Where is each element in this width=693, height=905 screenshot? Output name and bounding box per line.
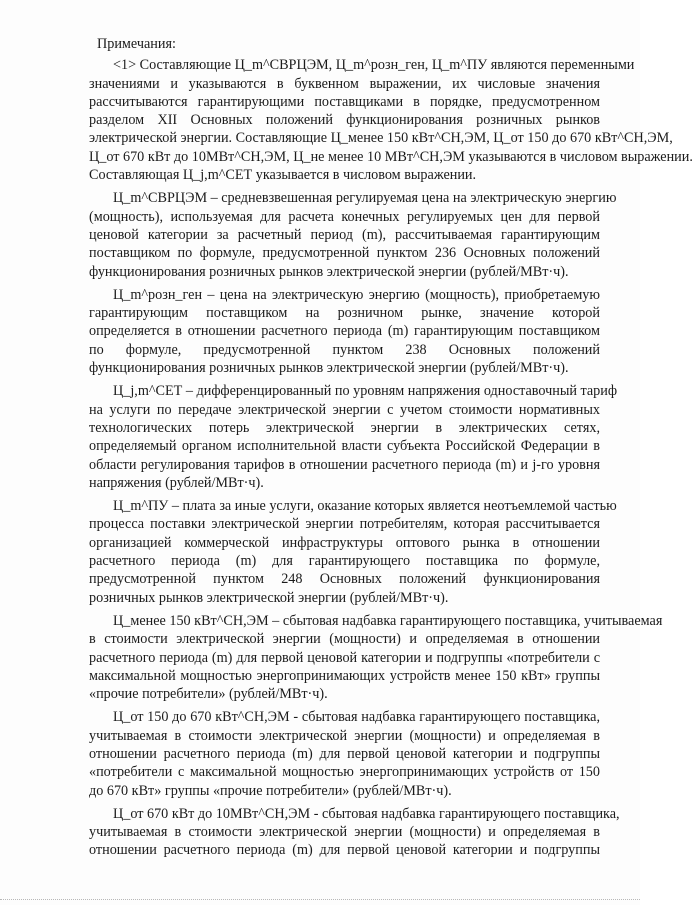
text-line: до 670 кВт» группы «прочие потребители» (рублей/МВт·ч).: [89, 782, 452, 799]
text-line: отношении расчетного периода (m) для первой ценовой категории и подгруппы: [89, 745, 600, 762]
notes-heading: Примечания:: [97, 36, 176, 52]
text-line: напряжения (рублей/МВт·ч).: [89, 474, 264, 491]
text-line: отношении расчетного периода (m) для первой ценовой категории и подгруппы: [89, 842, 600, 859]
text-line: (мощность), используемая для расчета конечных регулируемых цен для первой: [89, 208, 600, 225]
definition-line: Ц_от 670 кВт до 10МВт^СН,ЭМ - сбытовая надбавка гарантирующего поставщика,: [113, 805, 620, 822]
text-line: значениями и указываются в буквенном выражении, их числовые значения: [89, 75, 600, 92]
text-line: области регулирования тарифов в отношении расчетного периода (m) и j-го уровня: [89, 456, 600, 473]
text-line: поставщиком по формуле, предусмотренной пунктом 236 Основных положений: [89, 245, 600, 262]
text-line: организацией коммерческой инфраструктуры оптового рынка в отношении: [89, 534, 600, 551]
definition-line: Ц_менее 150 кВт^СН,ЭМ – сбытовая надбавка гарантирующего поставщика, учитываемая: [113, 612, 663, 629]
text-line: электрической энергии. Составляющие Ц_менее 150 кВт^СН,ЭМ, Ц_от 150 до 670 кВт^СН,ЭМ,: [89, 130, 673, 147]
text-line: расчетного периода (m) для гарантирующего поставщика по формуле,: [89, 553, 600, 570]
definition-line: Ц_от 150 до 670 кВт^СН,ЭМ - сбытовая надбавка гарантирующего поставщика,: [113, 709, 600, 726]
text-line: расчетного периода (m) для первой ценовой категории и подгруппы «потребители с: [89, 649, 600, 666]
text-line: «потребители с максимальной мощностью энергопринимающих устройств от 150: [89, 764, 600, 781]
text-line: функционирования розничных рынков электрической энергии (рублей/МВт·ч).: [89, 263, 569, 280]
text-line: учитываемая в стоимости электрической энергии (мощности) и определяемая в: [89, 727, 600, 744]
text-line: предусмотренной пунктом 248 Основных положений функционирования: [89, 571, 600, 588]
definition-line: Ц_m^розн_ген – цена на электрическую энергию (мощность), приобретаемую: [113, 286, 600, 303]
text-line: рассчитываются гарантирующими поставщиками в порядке, предусмотренном: [89, 93, 600, 110]
definition-line: Ц_m^ПУ – плата за иные услуги, оказание которых является неотъемлемой частью: [113, 498, 617, 515]
text-line: в стоимости электрической энергии (мощности) и определяемая в отношении: [89, 631, 600, 648]
text-line: «прочие потребители» (рублей/МВт·ч).: [89, 686, 328, 703]
text-line: функционирования розничных рынков электрической энергии (рублей/МВт·ч).: [89, 360, 569, 377]
definition-line: Ц_m^СВРЦЭМ – средневзвешенная регулируемая цена на электрическую энергию: [113, 190, 617, 207]
text-line: по формуле, предусмотренной пунктом 238 Основных положений: [89, 341, 600, 358]
text-line: розничных рынков электрической энергии (рублей/МВт·ч).: [89, 589, 449, 606]
text-line: ценовой категории за расчетный период (m), рассчитываемая гарантирующим: [89, 226, 600, 243]
text-line: учитываемая в стоимости электрической энергии (мощности) и определяемая в: [89, 824, 600, 841]
text-line: определяется в отношении расчетного периода (m) гарантирующим поставщиком: [89, 323, 600, 340]
text-line: Ц_от 670 кВт до 10МВт^СН,ЭМ, Ц_не менее 10 МВт^СН,ЭМ указываются в числовом выражении.: [89, 148, 693, 165]
text-line: разделом XII Основных положений функционирования розничных рынков: [89, 112, 600, 129]
text-line: процесса поставки электрической энергии потребителям, которая рассчитывается: [89, 516, 600, 533]
document-body: [89, 35, 693, 860]
scan-edge-divider: [0, 899, 640, 903]
text-line: определяемый органом исполнительной власти субъекта Российской Федерации в: [89, 438, 600, 455]
definition-line: Ц_j,m^СЕТ – дифференцированный по уровням напряжения одноставочный тариф: [113, 383, 618, 400]
text-line: <1> Составляющие Ц_m^СВРЦЭМ, Ц_m^розн_ген, Ц_m^ПУ являются переменными: [113, 57, 635, 74]
text-line: Составляющая Ц_j,m^СЕТ указывается в числовом выражении.: [89, 167, 477, 184]
text-line: гарантирующим поставщиком на розничном рынке, значение которой: [89, 305, 600, 322]
text-line: максимальной мощностью энергопринимающих устройств менее 150 кВт» группы: [89, 667, 600, 684]
text-line: технологических потерь электрической энергии в электрических сетях,: [89, 419, 600, 436]
text-line: на услуги по передаче электрической энергии с учетом стоимости нормативных: [89, 401, 600, 418]
